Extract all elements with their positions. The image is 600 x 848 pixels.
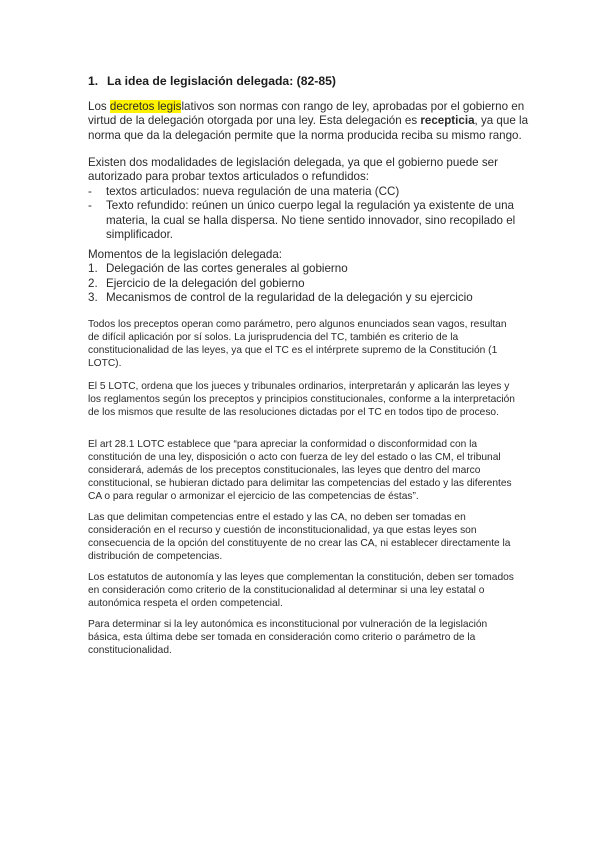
- list-item: [88, 185, 528, 199]
- list-item-text: Texto refundido: reúnen un único cuerpo legal la regulación ya existente de una materia, la cual se halla dispersa. No tiene sentido innovador, sino recopilado el simplificador.: [106, 199, 516, 242]
- number-mark: 3.: [88, 291, 98, 305]
- number-mark: 2.: [88, 276, 98, 290]
- list-item-text: Delegación de las cortes generales al gobierno: [106, 262, 348, 276]
- modalidades-text: Existen dos modalidades de legislación delegada, ya que el gobierno puede ser autorizado para probar textos articulados o refundidos:: [88, 156, 498, 184]
- modalidades-section: [88, 156, 528, 242]
- paragraph-2: El 5 LOTC, ordena que los jueces y tribunales ordinarios, interpretarán y aplicarán las leyes y los reglamentos según los preceptos y principios constitucionales, conforme a la interpretación de los mismos que resulte de las resoluciones dictadas por el TC en todos tipo de proceso.: [88, 381, 515, 418]
- modalidades-list: [88, 185, 528, 243]
- section-heading: [88, 74, 336, 88]
- bullet-mark: -: [88, 199, 92, 213]
- paragraph-3: El art 28.1 LOTC establece que “para apreciar la conformidad o disconformidad con la constitución de una ley, disposición o acto con fuerza de ley del estado o las CM, el tribunal considerará, además de los preceptos constitucionales, las leyes que dentro del marco constitucional, se hubieran dictado para delimitar las competencias del estado y las diferentes CA o para regular o armonizar el ejercicio de las competencias de éstas”.: [88, 439, 512, 502]
- intro-rest-1: son normas con rango de ley, aprobadas por el gobierno en virtud de la delegación otorgada por una ley. Esta delegación es: [88, 100, 525, 128]
- paragraph-6: Para determinar si la ley autonómica es inconstitucional por vulneración de la legislación básica, esta última debe ser tomada en consideración como criterio o parámetro de la constitucionalidad.: [88, 619, 488, 656]
- number-mark: 1.: [88, 262, 98, 276]
- list-item-text: Ejercicio de la delegación del gobierno: [106, 276, 305, 290]
- highlighted-text: decretos legis: [109, 100, 182, 113]
- list-item-text: textos articulados: nueva regulación de una materia (CC): [106, 184, 400, 198]
- momentos-title: Momentos de la legislación delegada:: [88, 248, 282, 261]
- intro-highlight-tail: lativos: [181, 100, 215, 113]
- list-item: [88, 199, 528, 242]
- list-item: [88, 277, 528, 291]
- list-item-text: Mecanismos de control de la regularidad de la delegación y su ejercicio: [106, 291, 473, 305]
- intro-paragraph: [88, 100, 528, 143]
- momentos-list: [88, 262, 528, 305]
- section-title: La idea de legislación delegada: (82-85): [107, 74, 336, 88]
- intro-bold-term: recepticia: [420, 114, 475, 128]
- bullet-mark: -: [88, 184, 92, 198]
- paragraph-4: Las que delimitan competencias entre el estado y las CA, no deben ser tomadas en consideración en el recurso y cuestión de inconstitucionalidad, ya que estas leyes son consecuencia de la opción del constituyente de no crear las CA, ni establecer directamente la distribución de competencias.: [88, 512, 511, 562]
- paragraph-5: Los estatutos de autonomía y las leyes que complementan la constitución, deben ser tomados en consideración como criterio de la constitucionalidad al determinar si una ley estatal o autonómica respeta el orden competencial.: [88, 572, 514, 609]
- intro-pre: Los: [88, 100, 110, 113]
- paragraph-1: Todos los preceptos operan como parámetro, pero algunos enunciados sean vagos, resultan de difícil aplicación por sí solos. La jurisprudencia del TC, también es criterio de la constitucionalidad de las leyes, ya que el TC es el intérprete supremo de la Constitución (1 LOTC).: [88, 319, 507, 369]
- section-number: 1.: [88, 74, 99, 88]
- list-item: [88, 262, 528, 276]
- list-item: [88, 291, 528, 305]
- momentos-section: [88, 248, 528, 306]
- intro-rest-2: , ya que la norma que da la delegación permite que la norma producida reciba su mismo rango.: [88, 114, 529, 142]
